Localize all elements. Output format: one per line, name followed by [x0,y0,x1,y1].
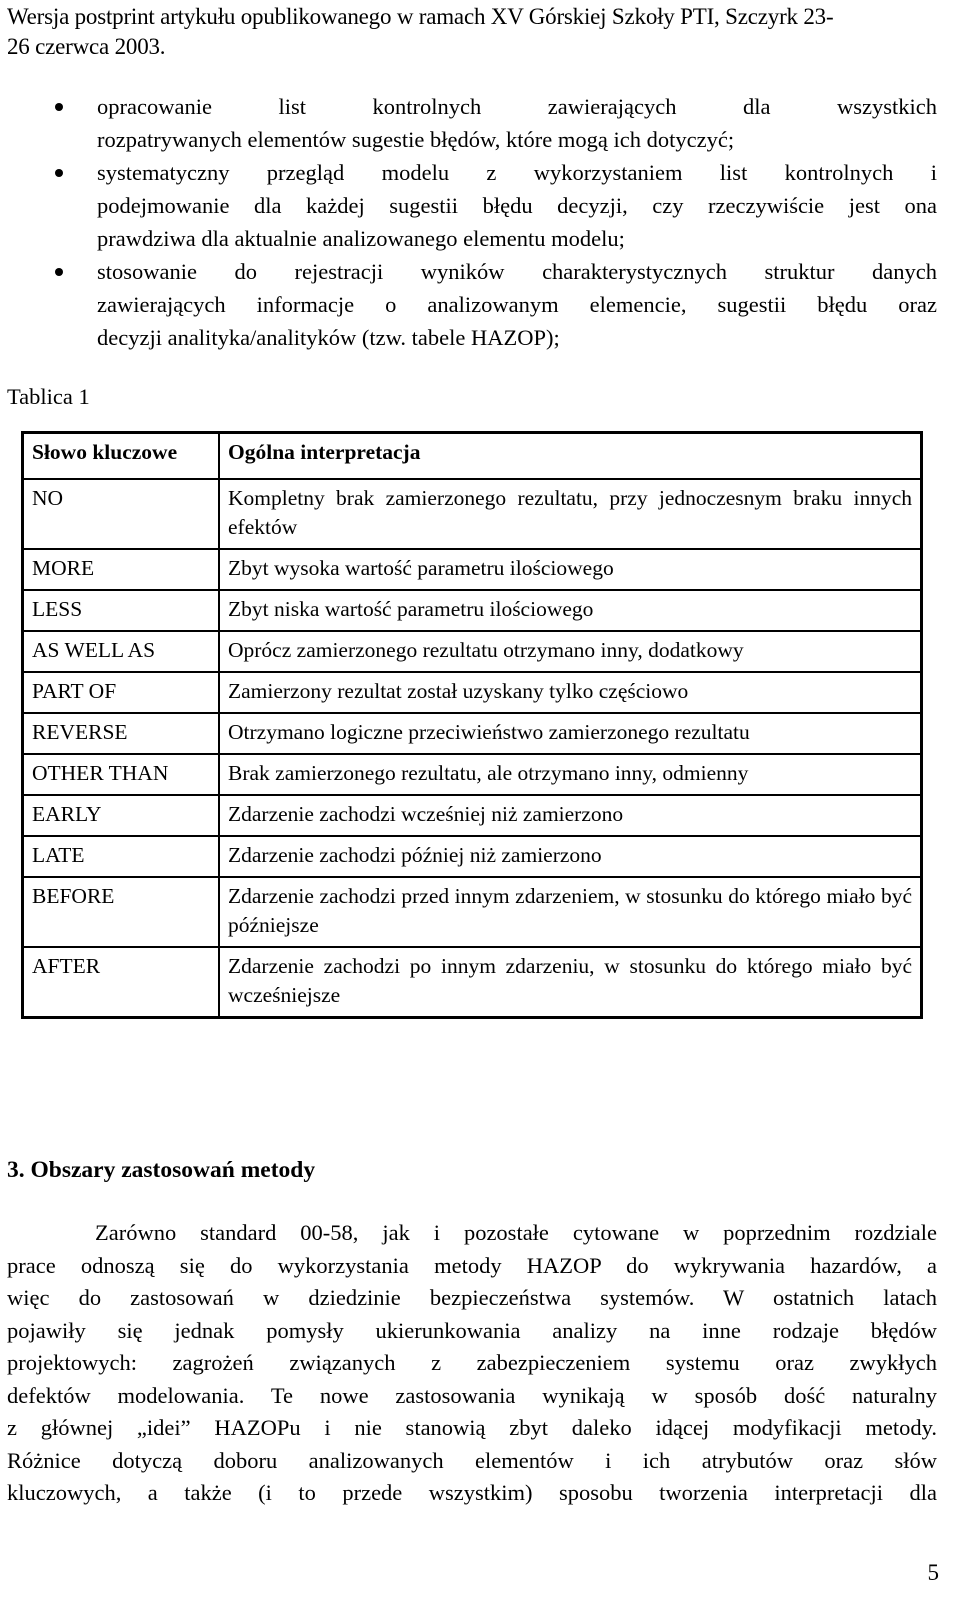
paragraph-line: defektów modelowania. Te nowe zastosowania wynikają w sposób dość naturalny [7,1382,937,1408]
paragraph-line: Różnice dotyczą doboru analizowanych elementów i ich atrybutów oraz słów [7,1447,937,1473]
bullet-line: stosowanie do rejestracji wyników charakterystycznych struktur danych [97,259,937,284]
column-header-interpretation: Ogólna interpretacja [219,433,922,480]
table-row [23,754,922,795]
interpretation-cell: Kompletny brak zamierzonego rezultatu, przy jednoczesnym braku innych efektów [219,479,922,549]
keyword-cell: LATE [23,836,220,877]
table-caption: Tablica 1 [7,384,90,409]
bullet-list [0,90,960,354]
table-row [23,479,922,549]
bullet-dot-icon [55,268,63,276]
paragraph-line: pojawiły się jednak pomysły ukierunkowania analizy na inne rodzaje błędów [7,1317,937,1343]
paragraph-line: Zarówno standard 00-58, jak i pozostałe cytowane w poprzednim rozdziale [95,1220,937,1245]
paragraph-line: prace odnoszą się do wykorzystania metody HAZOP do wykrywania hazardów, a [7,1252,937,1278]
keyword-cell: REVERSE [23,713,220,754]
bullet-line: opracowanie list kontrolnych zawierających dla wszystkich [97,94,937,119]
bullet-line: rozpatrywanych elementów sugestie błędów, które mogą ich dotyczyć; [97,127,735,152]
interpretation-cell: Zdarzenie zachodzi po innym zdarzeniu, w stosunku do którego miało być wcześniejsze [219,947,922,1018]
bullet-line: decyzji analityka/analityków (tzw. tabele HAZOP); [97,325,560,350]
section-title: 3. Obszary zastosowań metody [7,1157,316,1183]
bullet-item [0,90,937,156]
bullet-item [0,255,937,354]
keyword-cell: OTHER THAN [23,754,220,795]
table-row [23,631,922,672]
interpretation-cell: Otrzymano logiczne przeciwieństwo zamierzonego rezultatu [219,713,922,754]
bullet-line: podejmowanie dla każdej sugestii błędu decyzji, czy rzeczywiście jest ona [97,193,937,218]
table-row [23,795,922,836]
bullet-line: zawierających informacje o analizowanym elemencie, sugestii błędu oraz [97,292,937,317]
table-row [23,549,922,590]
paragraph-line: kluczowych, a także (i to przede wszystkim) sposobu tworzenia interpretacji dla [7,1480,937,1505]
table-header-row [23,433,922,480]
table-row [23,877,922,947]
keyword-cell: NO [23,479,220,549]
table-row [23,947,922,1018]
interpretation-cell: Brak zamierzonego rezultatu, ale otrzymano inny, odmienny [219,754,922,795]
paragraph-line: z głównej „idei” HAZOPu i nie stanowią zbyt daleko idącej modyfikacji metody. [7,1415,937,1440]
keyword-cell: AS WELL AS [23,631,220,672]
bullet-line: systematyczny przegląd modelu z wykorzystaniem list kontrolnych i [97,160,937,185]
interpretation-cell: Zbyt wysoka wartość parametru ilościowego [219,549,922,590]
interpretation-cell: Zdarzenie zachodzi przed innym zdarzeniem, w stosunku do którego miało być późniejsze [219,877,922,947]
interpretation-cell: Zdarzenie zachodzi wcześniej niż zamierzono [219,795,922,836]
bullet-item [0,156,937,255]
paragraph-line: projektowych: zagrożeń związanych z zabezpieczeniem systemu oraz zwykłych [7,1350,937,1375]
keyword-cell: LESS [23,590,220,631]
table-row [23,590,922,631]
interpretation-cell: Oprócz zamierzonego rezultatu otrzymano inny, dodatkowy [219,631,922,672]
interpretation-cell: Zbyt niska wartość parametru ilościowego [219,590,922,631]
table-row [23,836,922,877]
keyword-cell: EARLY [23,795,220,836]
hazop-keyword-table [21,431,923,1019]
column-header-keyword: Słowo kluczowe [23,433,220,480]
keyword-cell: MORE [23,549,220,590]
interpretation-cell: Zamierzony rezultat został uzyskany tylko częściowo [219,672,922,713]
keyword-cell: PART OF [23,672,220,713]
page-number: 5 [927,1560,939,1585]
keyword-cell: BEFORE [23,877,220,947]
bullet-line: prawdziwa dla aktualnie analizowanego elementu modelu; [97,226,625,251]
keyword-cell: AFTER [23,947,220,1018]
section-paragraph [7,1217,937,1510]
bullet-dot-icon [55,103,63,111]
table-row [23,672,922,713]
bullet-dot-icon [55,169,63,177]
header-line-1: Wersja postprint artykułu opublikowanego w ramach XV Górskiej Szkoły PTI, Szczyrk 23- [7,4,834,29]
table-body [23,479,922,1018]
header-line-2: 26 czerwca 2003. [7,34,166,59]
table-row [23,713,922,754]
interpretation-cell: Zdarzenie zachodzi później niż zamierzono [219,836,922,877]
paragraph-line: więc do zastosowań w dziedzinie bezpieczeństwa systemów. W ostatnich latach [7,1285,937,1310]
